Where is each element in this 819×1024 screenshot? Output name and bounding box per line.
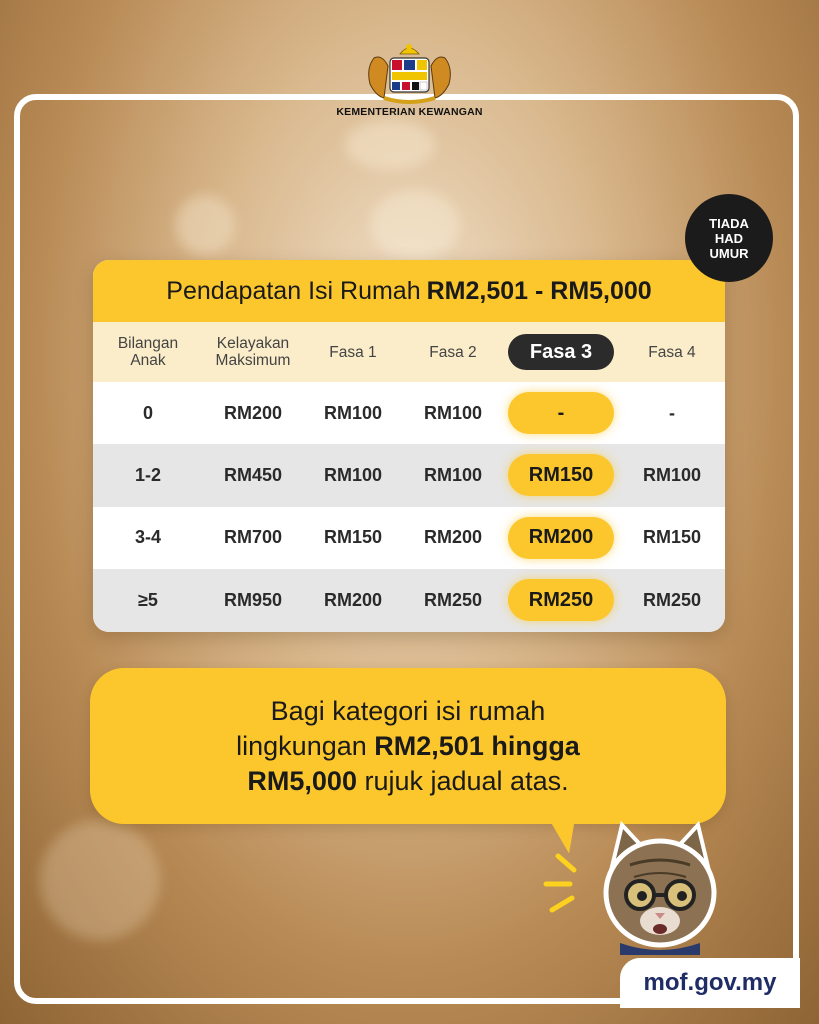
no-age-limit-badge [685, 194, 773, 282]
table-title-prefix: Pendapatan Isi Rumah [166, 276, 421, 305]
header-line: Fasa 1 [329, 343, 377, 361]
column-header-children [93, 335, 203, 369]
badge-line: UMUR [709, 245, 749, 261]
cell-phase-3 [503, 579, 619, 621]
table-row [93, 444, 725, 507]
spark-lines-icon [540, 850, 600, 920]
header-line: Maksimum [215, 352, 291, 369]
cell-phase-2: RM100 [423, 464, 483, 485]
column-header-phase-3 [503, 334, 619, 370]
phase-3-value-pill: - [508, 392, 614, 434]
speech-bubble-tail [545, 808, 583, 856]
cell-max-eligibility: RM200 [223, 402, 283, 423]
cell-phase-2: RM100 [423, 402, 483, 423]
header-line: Fasa 2 [429, 343, 477, 361]
cell-phase-1: RM100 [323, 464, 383, 485]
cell-children: 3-4 [134, 527, 161, 548]
column-header-max-eligibility [203, 335, 303, 369]
cell-phase-4: RM150 [642, 527, 702, 548]
table-row [93, 382, 725, 444]
website-url-link[interactable]: mof.gov.my [620, 958, 800, 1008]
cell-phase-2: RM200 [423, 527, 483, 548]
note-line-1: Bagi kategori isi rumah [270, 695, 546, 726]
table-title [93, 260, 725, 322]
phase-3-value-pill: RM250 [508, 579, 614, 621]
note-speech-bubble [90, 668, 726, 824]
table-header-row [93, 322, 725, 382]
header-line: Kelayakan [216, 335, 290, 352]
cell-phase-4: RM100 [642, 464, 702, 485]
cell-children: 1-2 [134, 464, 161, 485]
note-text: lingkungan [236, 730, 375, 761]
badge-line: TIADA [709, 215, 749, 231]
aid-table-card [93, 260, 725, 632]
header-line: Anak [130, 352, 166, 369]
column-header-phase-4 [619, 344, 725, 361]
header-line: Fasa 4 [648, 343, 696, 361]
header-line: Bilangan [117, 335, 179, 352]
phase-3-value-pill: RM150 [508, 454, 614, 496]
cat-mascot-icon [600, 815, 720, 955]
phase-3-value-pill: RM200 [508, 517, 614, 559]
cell-max-eligibility: RM450 [223, 464, 283, 485]
note-text: rujuk jadual atas. [356, 765, 569, 796]
table-row [93, 507, 725, 570]
badge-line: HAD [714, 230, 744, 246]
table-row [93, 569, 725, 632]
coat-of-arms-icon [362, 38, 457, 108]
table-title-range: RM2,501 - RM5,000 [426, 276, 652, 305]
cell-children: ≥5 [138, 589, 158, 610]
ministry-name: KEMENTERIAN KEWANGAN [336, 106, 483, 118]
cell-phase-2: RM250 [423, 589, 483, 610]
cell-phase-1: RM100 [323, 402, 383, 423]
cell-phase-3 [503, 454, 619, 496]
column-header-phase-1 [303, 344, 403, 361]
phase-3-highlight-pill: Fasa 3 [508, 334, 614, 370]
note-text-bold: RM2,501 hingga [374, 730, 580, 761]
cell-phase-4: - [669, 402, 675, 423]
cell-phase-4: RM250 [642, 589, 702, 610]
cell-max-eligibility: RM700 [223, 527, 283, 548]
cell-phase-3 [503, 517, 619, 559]
cell-phase-3 [503, 392, 619, 434]
note-line-3 [247, 764, 568, 799]
column-header-phase-2 [403, 344, 503, 361]
cell-children: 0 [142, 402, 153, 423]
cell-phase-1: RM200 [323, 589, 383, 610]
cell-max-eligibility: RM950 [223, 589, 283, 610]
cell-phase-1: RM150 [323, 527, 383, 548]
note-line-2 [236, 729, 580, 764]
note-text-bold: RM5,000 [247, 765, 357, 796]
